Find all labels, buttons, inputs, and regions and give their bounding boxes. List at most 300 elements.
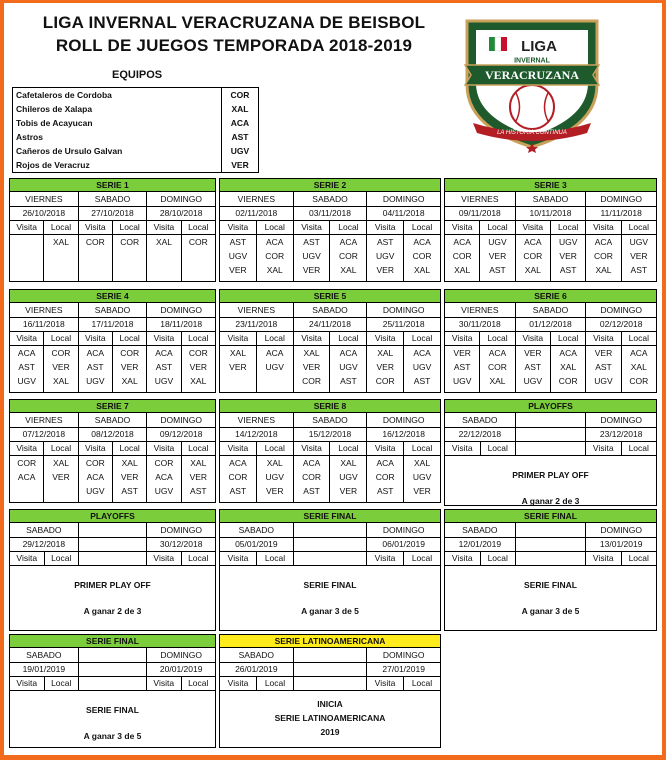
visita-label: Visita: [10, 552, 45, 565]
game-column: [367, 346, 404, 392]
blank-cell: [516, 523, 587, 537]
date-row: [220, 663, 440, 677]
team-row: [13, 102, 259, 116]
team-code: VER: [376, 265, 394, 275]
visita-label: Visita: [367, 442, 404, 455]
game-column: [404, 346, 440, 392]
team-code: COR: [523, 251, 543, 261]
special-title: PLAYOFFS: [445, 400, 656, 413]
day-row: [10, 303, 215, 318]
date-row: [10, 538, 215, 552]
visita-label: Visita: [367, 677, 404, 690]
team-code: ACA: [524, 237, 542, 247]
blank-cell: [294, 552, 330, 565]
games-grid: [10, 235, 215, 281]
day-label: DOMINGO: [160, 525, 202, 535]
team-code: ACA: [594, 237, 613, 247]
note-line: SERIE FINAL: [524, 580, 577, 590]
teams-label: EQUIPOS: [112, 69, 163, 81]
game-column: [367, 235, 404, 281]
visita-label: Visita: [220, 677, 257, 690]
day-label: VIERNES: [445, 192, 516, 206]
game-column: [10, 346, 44, 392]
team-code: VER: [189, 362, 208, 372]
team-code: COR: [85, 237, 105, 247]
game-column: [113, 346, 147, 392]
team-code: VER: [189, 472, 208, 482]
visita-label: Visita: [147, 442, 181, 455]
team-code: XAL: [121, 458, 138, 468]
team-code: AST: [376, 486, 394, 496]
visita-label: Visita: [294, 221, 331, 234]
visita-label: Visita: [147, 221, 181, 234]
game-date: 17/11/2018: [79, 318, 148, 331]
day-label: DOMINGO: [160, 650, 202, 660]
local-label: Local: [44, 442, 78, 455]
team-code: UGV: [629, 237, 649, 247]
team-code: AST: [453, 362, 471, 372]
team-code: COR: [338, 251, 358, 261]
special-title: SERIE FINAL: [445, 510, 656, 523]
game-date: 23/11/2018: [220, 318, 294, 331]
games-grid: [445, 346, 656, 392]
day-label: SABADO: [79, 192, 148, 206]
logo-ribbon: LA HISTORIA CONTINUA: [497, 130, 567, 136]
note-text: [445, 566, 656, 618]
local-label: Local: [188, 222, 209, 232]
blank-cell: [294, 663, 368, 676]
day-row: [220, 648, 440, 663]
team-code: ACA: [17, 348, 36, 358]
team-code: AST: [229, 237, 247, 247]
team-code: ACA: [376, 458, 394, 468]
note-line: INICIA: [317, 699, 343, 709]
game-date: 23/12/2018: [599, 429, 643, 439]
game-date: 28/10/2018: [159, 208, 203, 218]
team-row: [13, 144, 259, 158]
game-column: [79, 456, 113, 502]
team-code: COR: [558, 376, 578, 386]
game-date: 06/01/2019: [382, 539, 425, 549]
team-code: ACA: [155, 472, 173, 482]
game-date: 30/11/2018: [445, 318, 516, 331]
note-line: SERIE FINAL: [303, 580, 357, 590]
team-code: ACA: [86, 472, 105, 482]
team-code: AST: [630, 265, 648, 275]
note-text: [220, 566, 440, 618]
team-code: COR: [222, 88, 259, 103]
game-column: [113, 456, 147, 502]
team-code: XAL: [630, 362, 647, 372]
special-block: [219, 634, 441, 748]
day-label: DOMINGO: [600, 305, 642, 315]
visita-label: Visita: [220, 442, 257, 455]
day-label: SABADO: [294, 303, 368, 317]
game-column: [586, 235, 621, 281]
date-row: [220, 428, 440, 442]
special-block: [9, 634, 216, 748]
day-row: [10, 192, 215, 207]
local-label: Local: [188, 553, 209, 563]
team-code: ACA: [413, 348, 431, 358]
day-label: SABADO: [445, 413, 516, 427]
page-subtitle: ROLL DE JUEGOS TEMPORADA 2018-2019: [55, 36, 413, 55]
team-row: [13, 116, 259, 130]
note-text: [10, 566, 215, 618]
game-date: 19/01/2019: [10, 663, 79, 676]
visita-label: Visita: [516, 332, 551, 345]
team-code: COR: [154, 458, 174, 468]
game-column: [330, 235, 367, 281]
game-column: [44, 456, 78, 502]
local-label: Local: [188, 333, 209, 343]
day-row: [220, 523, 440, 538]
game-column: [551, 346, 586, 392]
day-row: [445, 413, 656, 428]
team-code: UGV: [452, 376, 472, 386]
local-label: Local: [45, 552, 80, 565]
game-date: 26/10/2018: [10, 207, 79, 220]
team-code: UGV: [222, 144, 259, 158]
team-code: UGV: [412, 472, 432, 482]
team-code: ACA: [339, 237, 358, 247]
series-block: [219, 399, 441, 503]
note-line: A ganar 2 de 3: [83, 606, 142, 616]
visita-label: Visita: [445, 552, 481, 565]
local-label: Local: [481, 442, 517, 455]
visita-label: Visita: [10, 221, 44, 234]
team-code: COR: [188, 348, 208, 358]
visita-label: Visita: [79, 332, 113, 345]
day-label: DOMINGO: [160, 305, 202, 315]
special-title: SERIE FINAL: [220, 510, 440, 523]
special-title: PLAYOFFS: [10, 510, 215, 523]
date-row: [220, 318, 440, 332]
team-code: UGV: [376, 251, 395, 261]
game-column: [586, 346, 621, 392]
local-label: Local: [257, 677, 294, 690]
game-date: 18/11/2018: [160, 319, 203, 329]
team-code: ACA: [453, 237, 471, 247]
team-code: COR: [375, 376, 395, 386]
game-date: 02/11/2018: [220, 207, 294, 220]
local-label: Local: [628, 222, 649, 232]
game-column: [10, 235, 44, 281]
game-column: [147, 235, 181, 281]
team-code: AST: [155, 362, 173, 372]
game-date: 26/01/2019: [220, 663, 294, 676]
team-code: COR: [120, 237, 140, 247]
team-code: AST: [340, 376, 357, 386]
game-date: 03/11/2018: [294, 207, 368, 220]
game-column: [367, 456, 404, 502]
blank-cell: [79, 648, 148, 662]
team-code: XAL: [303, 348, 320, 358]
game-column: [182, 456, 215, 502]
series-title: SERIE 3: [445, 179, 656, 192]
team-code: AST: [229, 486, 247, 496]
local-label: Local: [411, 443, 433, 453]
series-title: SERIE 5: [220, 290, 440, 303]
team-name: Rojos de Veracruz: [13, 158, 222, 173]
visita-label: Visita: [79, 221, 113, 234]
day-label: SABADO: [220, 523, 294, 537]
game-column: [220, 456, 257, 502]
game-column: [622, 346, 656, 392]
blank-cell: [516, 442, 551, 455]
date-row: [10, 318, 215, 332]
local-label: Local: [628, 333, 649, 343]
local-label: Local: [411, 553, 433, 563]
game-column: [257, 235, 294, 281]
visit-local-row: [10, 442, 215, 456]
visita-label: Visita: [367, 332, 404, 345]
local-label: Local: [411, 333, 433, 343]
team-row: [13, 130, 259, 144]
team-name: Astros: [13, 130, 222, 144]
team-code: COR: [51, 348, 71, 358]
day-label: SABADO: [294, 413, 368, 427]
game-column: [113, 235, 147, 281]
game-date: 27/10/2018: [79, 207, 148, 220]
visita-label: Visita: [220, 552, 257, 565]
series-title: SERIE 4: [10, 290, 215, 303]
blank-cell: [79, 552, 113, 565]
local-label: Local: [113, 221, 147, 234]
blank-cell: [551, 552, 587, 565]
local-label: Local: [330, 442, 367, 455]
visita-label: Visita: [586, 332, 621, 345]
team-code: AST: [222, 130, 259, 144]
date-row: [220, 207, 440, 221]
team-code: UGV: [339, 362, 358, 372]
visita-label: Visita: [294, 442, 331, 455]
game-column: [182, 235, 215, 281]
blank-cell: [294, 677, 330, 690]
day-label: VIERNES: [220, 192, 294, 206]
team-code: XAL: [340, 265, 357, 275]
day-label: SABADO: [445, 523, 516, 537]
game-column: [551, 235, 586, 281]
game-column: [516, 346, 551, 392]
team-code: COR: [412, 251, 432, 261]
team-code: ACA: [413, 237, 431, 247]
team-code: UGV: [265, 362, 284, 372]
day-row: [220, 303, 440, 318]
day-label: DOMINGO: [382, 305, 425, 315]
visita-label: Visita: [586, 221, 621, 234]
series-block: [444, 289, 657, 393]
note-line: A ganar 3 de 5: [301, 606, 359, 616]
team-code: XAL: [229, 348, 246, 358]
team-code: COR: [452, 251, 472, 261]
team-code: AST: [489, 265, 506, 275]
visit-local-row: [220, 677, 440, 691]
blank-cell: [330, 552, 367, 565]
game-date: 22/12/2018: [445, 428, 516, 441]
team-code: XAL: [414, 265, 431, 275]
team-code: AST: [18, 362, 35, 372]
special-title: SERIE LATINOAMERICANA: [220, 635, 440, 648]
day-label: DOMINGO: [600, 525, 642, 535]
day-label: DOMINGO: [382, 525, 425, 535]
team-code: XAL: [52, 376, 70, 386]
team-code: XAL: [222, 102, 259, 116]
local-label: Local: [551, 332, 586, 345]
team-code: VER: [413, 486, 431, 496]
page-title: LIGA INVERNAL VERACRUZANA DE BEISBOL: [42, 13, 426, 32]
team-code: XAL: [266, 265, 283, 275]
team-code: VER: [52, 472, 70, 482]
day-row: [10, 648, 215, 663]
visita-label: Visita: [445, 442, 481, 455]
team-code: COR: [85, 458, 105, 468]
day-label: SABADO: [516, 303, 587, 317]
blank-cell: [79, 523, 148, 537]
special-block: [444, 509, 657, 631]
logo-band: INVERNAL: [514, 57, 550, 65]
team-name: Tobis de Acayucan: [13, 116, 222, 130]
team-code: VER: [376, 362, 394, 372]
visit-local-row: [445, 552, 656, 566]
game-column: [147, 346, 181, 392]
local-label: Local: [480, 332, 515, 345]
day-label: SABADO: [220, 648, 294, 662]
game-date: 27/01/2019: [382, 664, 425, 674]
local-label: Local: [628, 553, 649, 563]
team-code: VER: [120, 362, 139, 372]
date-row: [10, 428, 215, 442]
visita-label: Visita: [10, 332, 44, 345]
game-column: [79, 346, 113, 392]
team-code: XAL: [524, 265, 541, 275]
day-label: DOMINGO: [382, 415, 425, 425]
day-label: SABADO: [516, 192, 587, 206]
day-label: VIERNES: [445, 303, 516, 317]
game-column: [182, 346, 215, 392]
game-column: [44, 346, 78, 392]
day-row: [10, 413, 215, 428]
team-code: COR: [375, 472, 395, 482]
blank-cell: [516, 413, 587, 427]
team-code: VER: [52, 362, 70, 372]
blank-cell: [79, 538, 148, 551]
team-code: COR: [228, 472, 248, 482]
series-title: SERIE 8: [220, 400, 440, 413]
game-date: 08/12/2018: [79, 428, 148, 441]
date-row: [445, 428, 656, 442]
game-date: 07/12/2018: [10, 428, 79, 441]
team-code: VER: [559, 251, 577, 261]
note-line: A ganar 3 de 5: [83, 731, 142, 741]
game-date: 10/11/2018: [516, 207, 587, 220]
team-code: COR: [629, 376, 649, 386]
team-code: AST: [413, 376, 431, 386]
games-grid: [445, 235, 656, 281]
team-code: VER: [302, 265, 321, 275]
day-label: SABADO: [10, 648, 79, 662]
game-column: [294, 346, 331, 392]
team-code: ACA: [229, 458, 247, 468]
team-code: XAL: [454, 265, 471, 275]
team-code: ACA: [17, 472, 36, 482]
game-date: 14/12/2018: [220, 428, 294, 441]
team-code: UGV: [523, 376, 543, 386]
special-title: SERIE FINAL: [10, 635, 215, 648]
team-code: UGV: [412, 362, 432, 372]
visita-label: Visita: [79, 442, 113, 455]
game-column: [294, 235, 331, 281]
day-label: DOMINGO: [382, 194, 425, 204]
day-row: [445, 523, 656, 538]
blank-cell: [294, 648, 368, 662]
team-name: Cañeros de Ursulo Galvan: [13, 144, 222, 158]
series-block: [219, 289, 441, 393]
local-label: Local: [257, 442, 294, 455]
series-title: SERIE 6: [445, 290, 656, 303]
visita-label: Visita: [220, 332, 257, 345]
series-block: [219, 178, 441, 282]
special-block: [9, 509, 216, 631]
team-code: XAL: [340, 458, 357, 468]
day-label: VIERNES: [10, 303, 79, 317]
team-row: [13, 158, 259, 173]
date-row: [10, 207, 215, 221]
note-text: [220, 691, 440, 739]
note-line: 2019: [320, 727, 340, 737]
team-code: XAL: [52, 458, 70, 468]
team-code: COR: [594, 251, 613, 261]
team-code: COR: [488, 362, 507, 372]
game-column: [330, 456, 367, 502]
team-code: ACA: [86, 348, 105, 358]
note-text: [445, 456, 656, 508]
local-label: Local: [257, 332, 294, 345]
team-code: XAL: [266, 458, 283, 468]
team-code: AST: [376, 237, 394, 247]
special-block: [219, 509, 441, 631]
game-date: 04/11/2018: [382, 208, 425, 218]
game-date: 12/01/2019: [445, 538, 516, 551]
team-code: AST: [595, 362, 612, 372]
local-label: Local: [330, 221, 367, 234]
game-column: [10, 456, 44, 502]
local-label: Local: [45, 677, 80, 690]
note-line: SERIE FINAL: [86, 705, 139, 715]
visit-local-row: [220, 552, 440, 566]
blank-cell: [330, 677, 367, 690]
day-label: DOMINGO: [600, 415, 642, 425]
local-label: Local: [188, 443, 209, 453]
team-code: AST: [559, 265, 577, 275]
team-code: AST: [303, 486, 320, 496]
game-column: [480, 346, 515, 392]
team-code: UGV: [86, 486, 105, 496]
day-label: DOMINGO: [382, 650, 425, 660]
game-column: [147, 456, 181, 502]
team-code: UGV: [302, 251, 321, 261]
team-code: AST: [303, 237, 320, 247]
game-column: [622, 235, 656, 281]
team-code: COR: [188, 237, 208, 247]
game-date: 02/12/2018: [599, 319, 643, 329]
local-label: Local: [44, 221, 78, 234]
visita-label: Visita: [367, 221, 404, 234]
blank-cell: [294, 523, 368, 537]
series-block: [444, 178, 657, 282]
blank-cell: [79, 663, 148, 676]
game-date: 24/11/2018: [294, 318, 368, 331]
